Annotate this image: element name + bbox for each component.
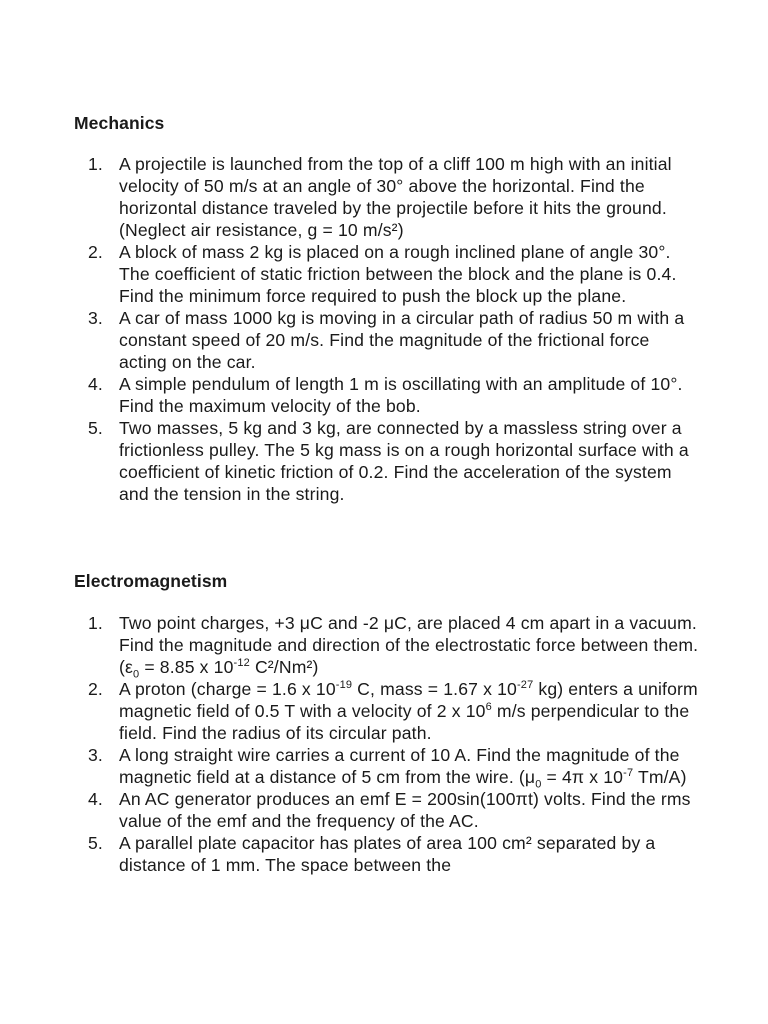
- question-number: 5.: [88, 418, 103, 438]
- mechanics-question-2: [0, 241, 700, 307]
- question-number: 1.: [88, 613, 103, 633]
- em-question-2: [0, 678, 700, 744]
- question-number: 3.: [88, 308, 103, 328]
- mechanics-question-1: [0, 153, 700, 241]
- question-number: 3.: [88, 745, 103, 765]
- question-number: 1.: [88, 154, 103, 174]
- mechanics-question-5: [0, 417, 700, 505]
- section-heading-mechanics: Mechanics: [74, 113, 165, 133]
- question-text: A parallel plate capacitor has plates of area 100 cm² separated by a distance of 1 mm. The space between the: [119, 833, 656, 875]
- question-number: 2.: [88, 242, 103, 262]
- question-number: 4.: [88, 789, 103, 809]
- question-text: Two point charges, +3 μC and -2 μC, are placed 4 cm apart in a vacuum. Find the magnitude and direction of the electrostatic force between them. ($\varepsilon_0 = 8.85$ x $10^{-12}$ C²/Nm²): [119, 613, 699, 681]
- question-text: A simple pendulum of length 1 m is oscillating with an amplitude of 10°. Find the maximum velocity of the bob.: [119, 374, 683, 416]
- mechanics-question-3: [0, 307, 700, 373]
- question-text: A projectile is launched from the top of a cliff 100 m high with an initial velocity of 50 m/s at an angle of 30° above the horizontal. Find the horizontal distance traveled by the projectile before it hits the ground. (Neglect air resistance, g = 10 m/s²): [119, 154, 672, 240]
- section-heading-electromagnetism: Electromagnetism: [74, 571, 228, 591]
- question-text: A car of mass 1000 kg is moving in a circular path of radius 50 m with a constant speed of 20 m/s. Find the magnitude of the frictional force acting on the car.: [119, 308, 685, 372]
- mechanics-question-4: [0, 373, 700, 417]
- question-text: A proton (charge = 1.6 x $10^{-19}$ C, mass = 1.67 x $10^{-27}$ kg) enters a uniform magnetic field of 0.5 T with a velocity of 2 x $10^6$ m/s perpendicular to the field. Find the radius of its circular path.: [119, 679, 698, 743]
- mechanics-question-list: [0, 153, 700, 505]
- question-number: 2.: [88, 679, 103, 699]
- question-text: A long straight wire carries a current of 10 A. Find the magnitude of the magnetic field at a distance of 5 cm from the wire. ($\mu_0 = 4\pi$ x $10^{-7}$ Tm/A): [119, 745, 687, 791]
- electromagnetism-question-list: [0, 612, 700, 876]
- question-number: 5.: [88, 833, 103, 853]
- em-question-1: [0, 612, 700, 681]
- em-question-4: [0, 788, 700, 832]
- question-text: An AC generator produces an emf E = 200sin(100πt) volts. Find the rms value of the emf and the frequency of the AC.: [119, 789, 691, 831]
- em-question-5: [0, 832, 700, 876]
- em-question-3: [0, 744, 700, 791]
- question-text: A block of mass 2 kg is placed on a rough inclined plane of angle 30°. The coefficient of static friction between the block and the plane is 0.4. Find the minimum force required to push the block up the plane.: [119, 242, 677, 306]
- question-number: 4.: [88, 374, 103, 394]
- question-text: Two masses, 5 kg and 3 kg, are connected by a massless string over a frictionless pulley. The 5 kg mass is on a rough horizontal surface with a coefficient of kinetic friction of 0.2. Find the acceleration of the system and the tension in the string.: [119, 418, 689, 504]
